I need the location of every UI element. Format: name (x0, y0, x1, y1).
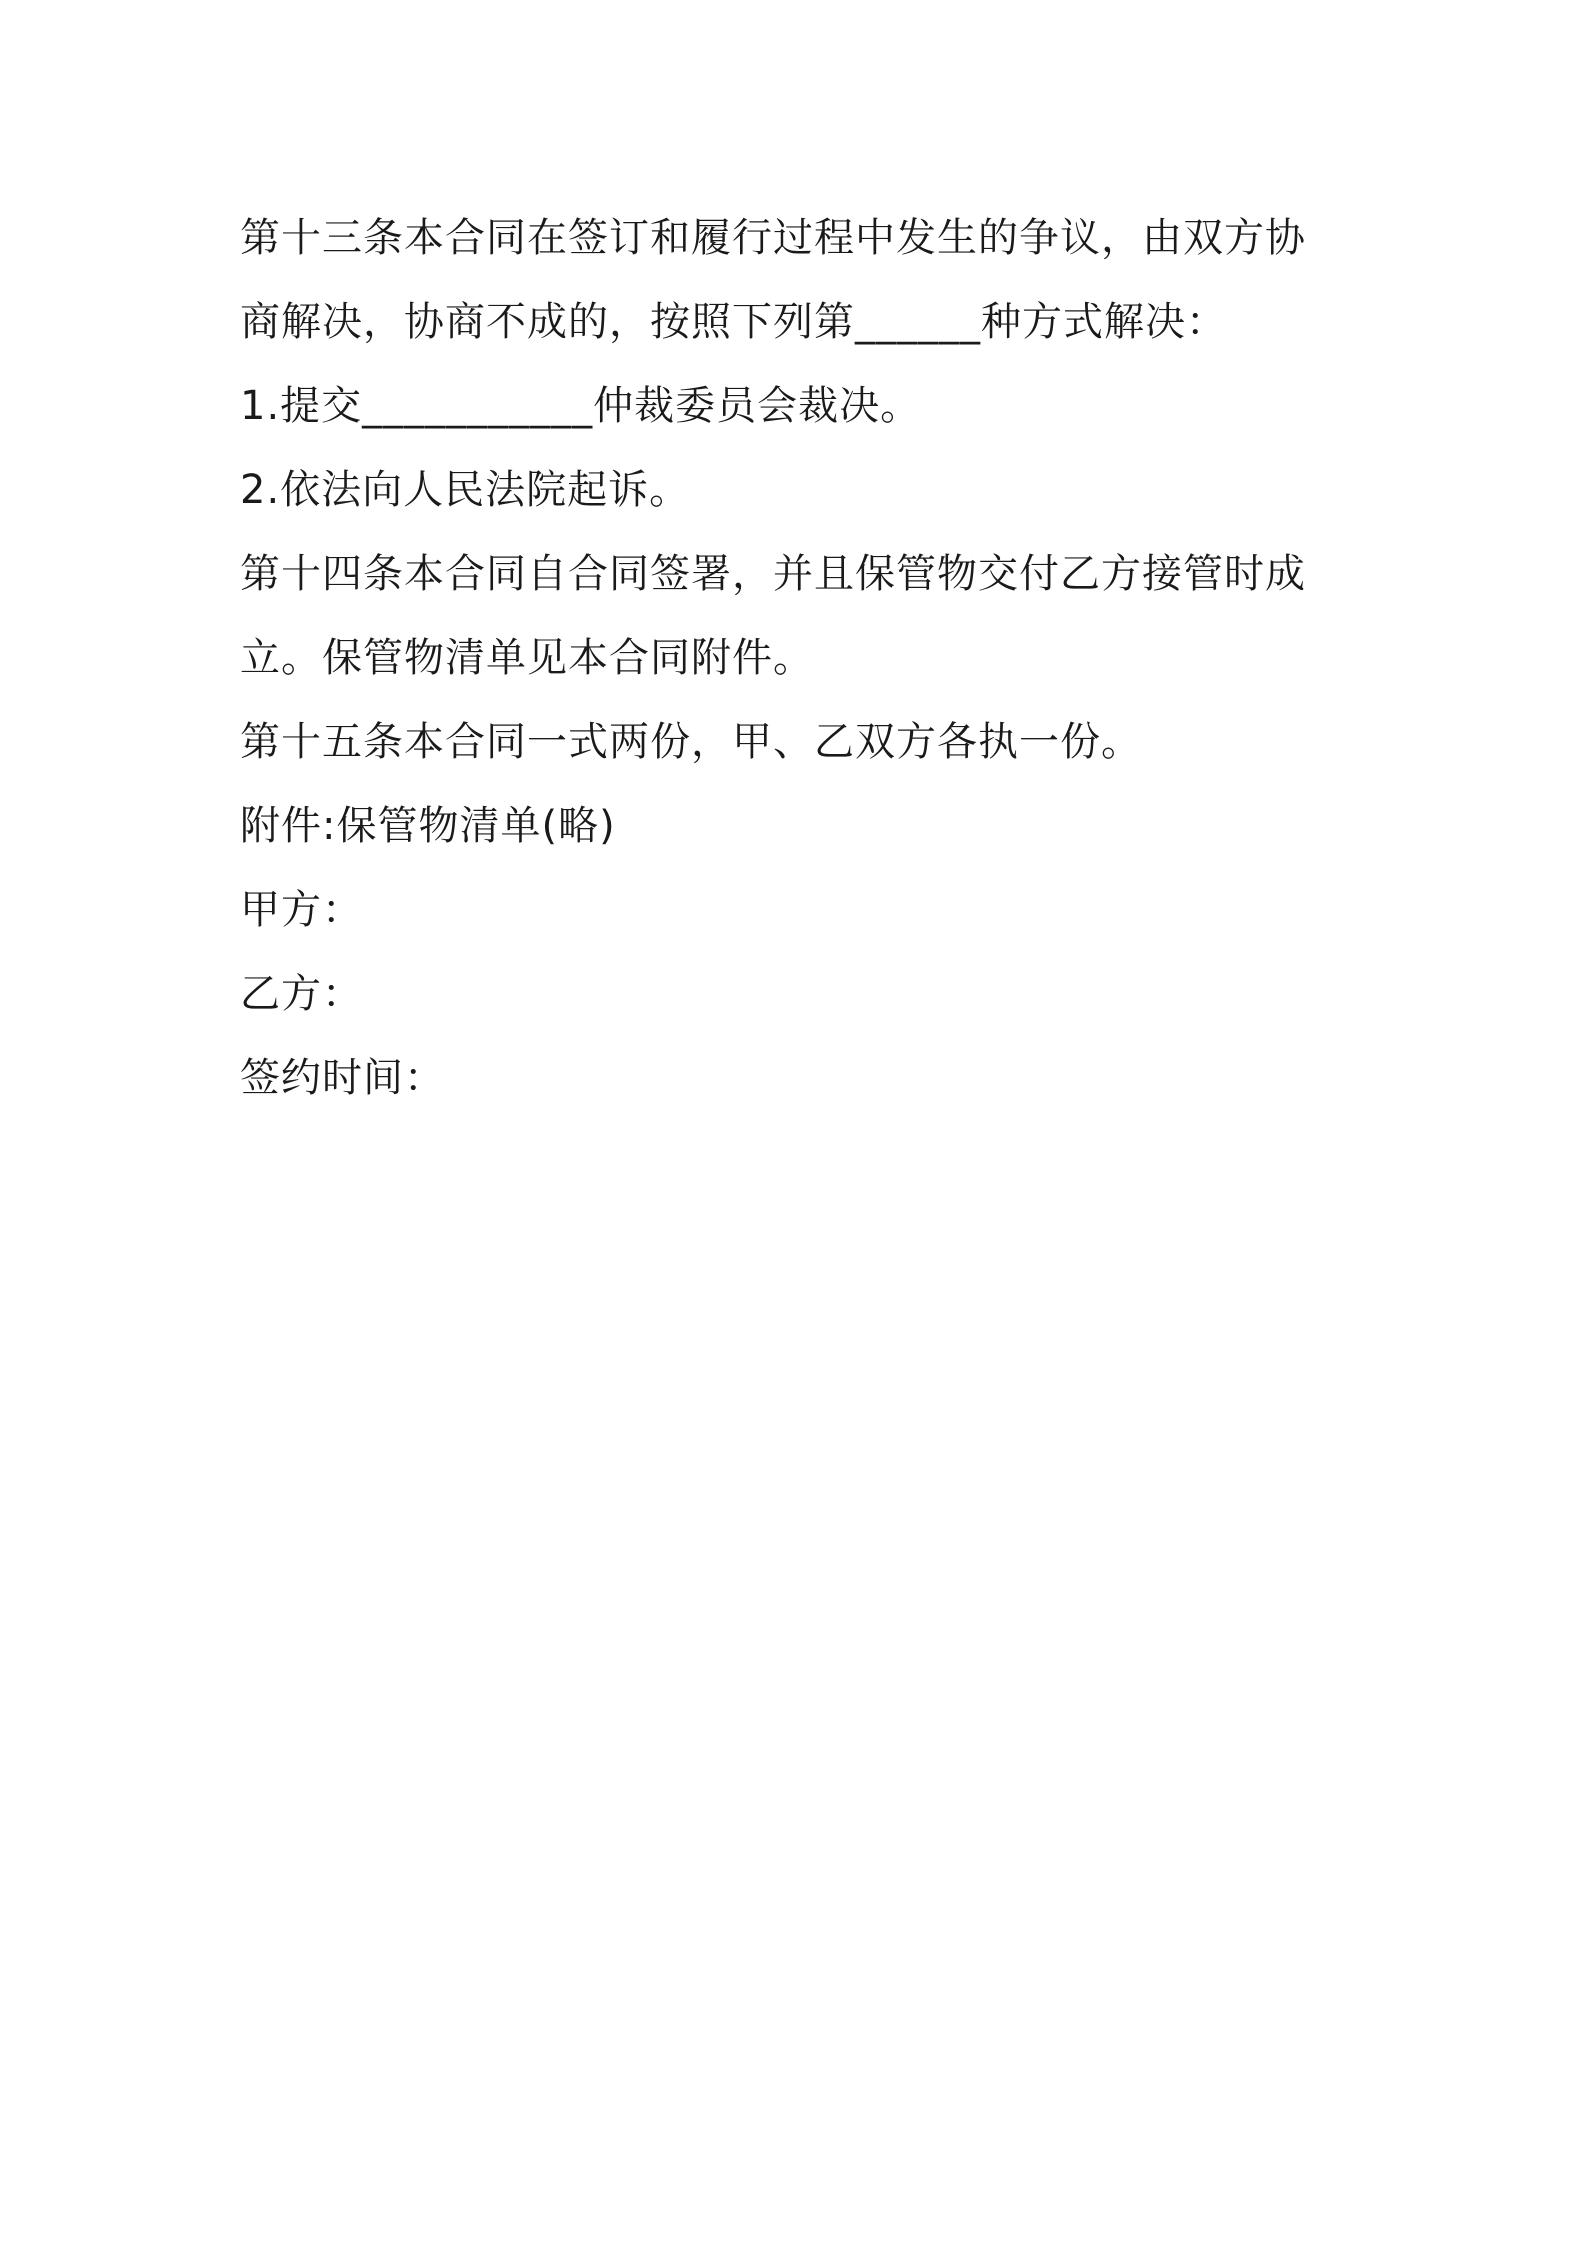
document-body (240, 196, 1360, 1120)
attachment-note: 附件:保管物清单(略) (240, 803, 616, 849)
article-13-line-2: 商解决，协商不成的，按照下列第______种方式解决： (240, 299, 1227, 345)
party-a-signature: 甲方： (240, 887, 363, 933)
option-litigation: 2.依法向人民法院起诉。 (240, 467, 691, 513)
article-13-line-1: 第十三条本合同在签订和履行过程中发生的争议，由双方协 (240, 215, 1306, 261)
article-14-line-2: 立。保管物清单见本合同附件。 (240, 635, 814, 681)
article-15: 第十五条本合同一式两份，甲、乙双方各执一份。 (240, 719, 1142, 765)
signing-date: 签约时间： (240, 1055, 445, 1101)
option-arbitration: 1.提交___________仲裁委员会裁决。 (240, 383, 922, 429)
party-b-signature: 乙方： (240, 971, 363, 1017)
article-14-line-1: 第十四条本合同自合同签署，并且保管物交付乙方接管时成 (240, 551, 1306, 597)
